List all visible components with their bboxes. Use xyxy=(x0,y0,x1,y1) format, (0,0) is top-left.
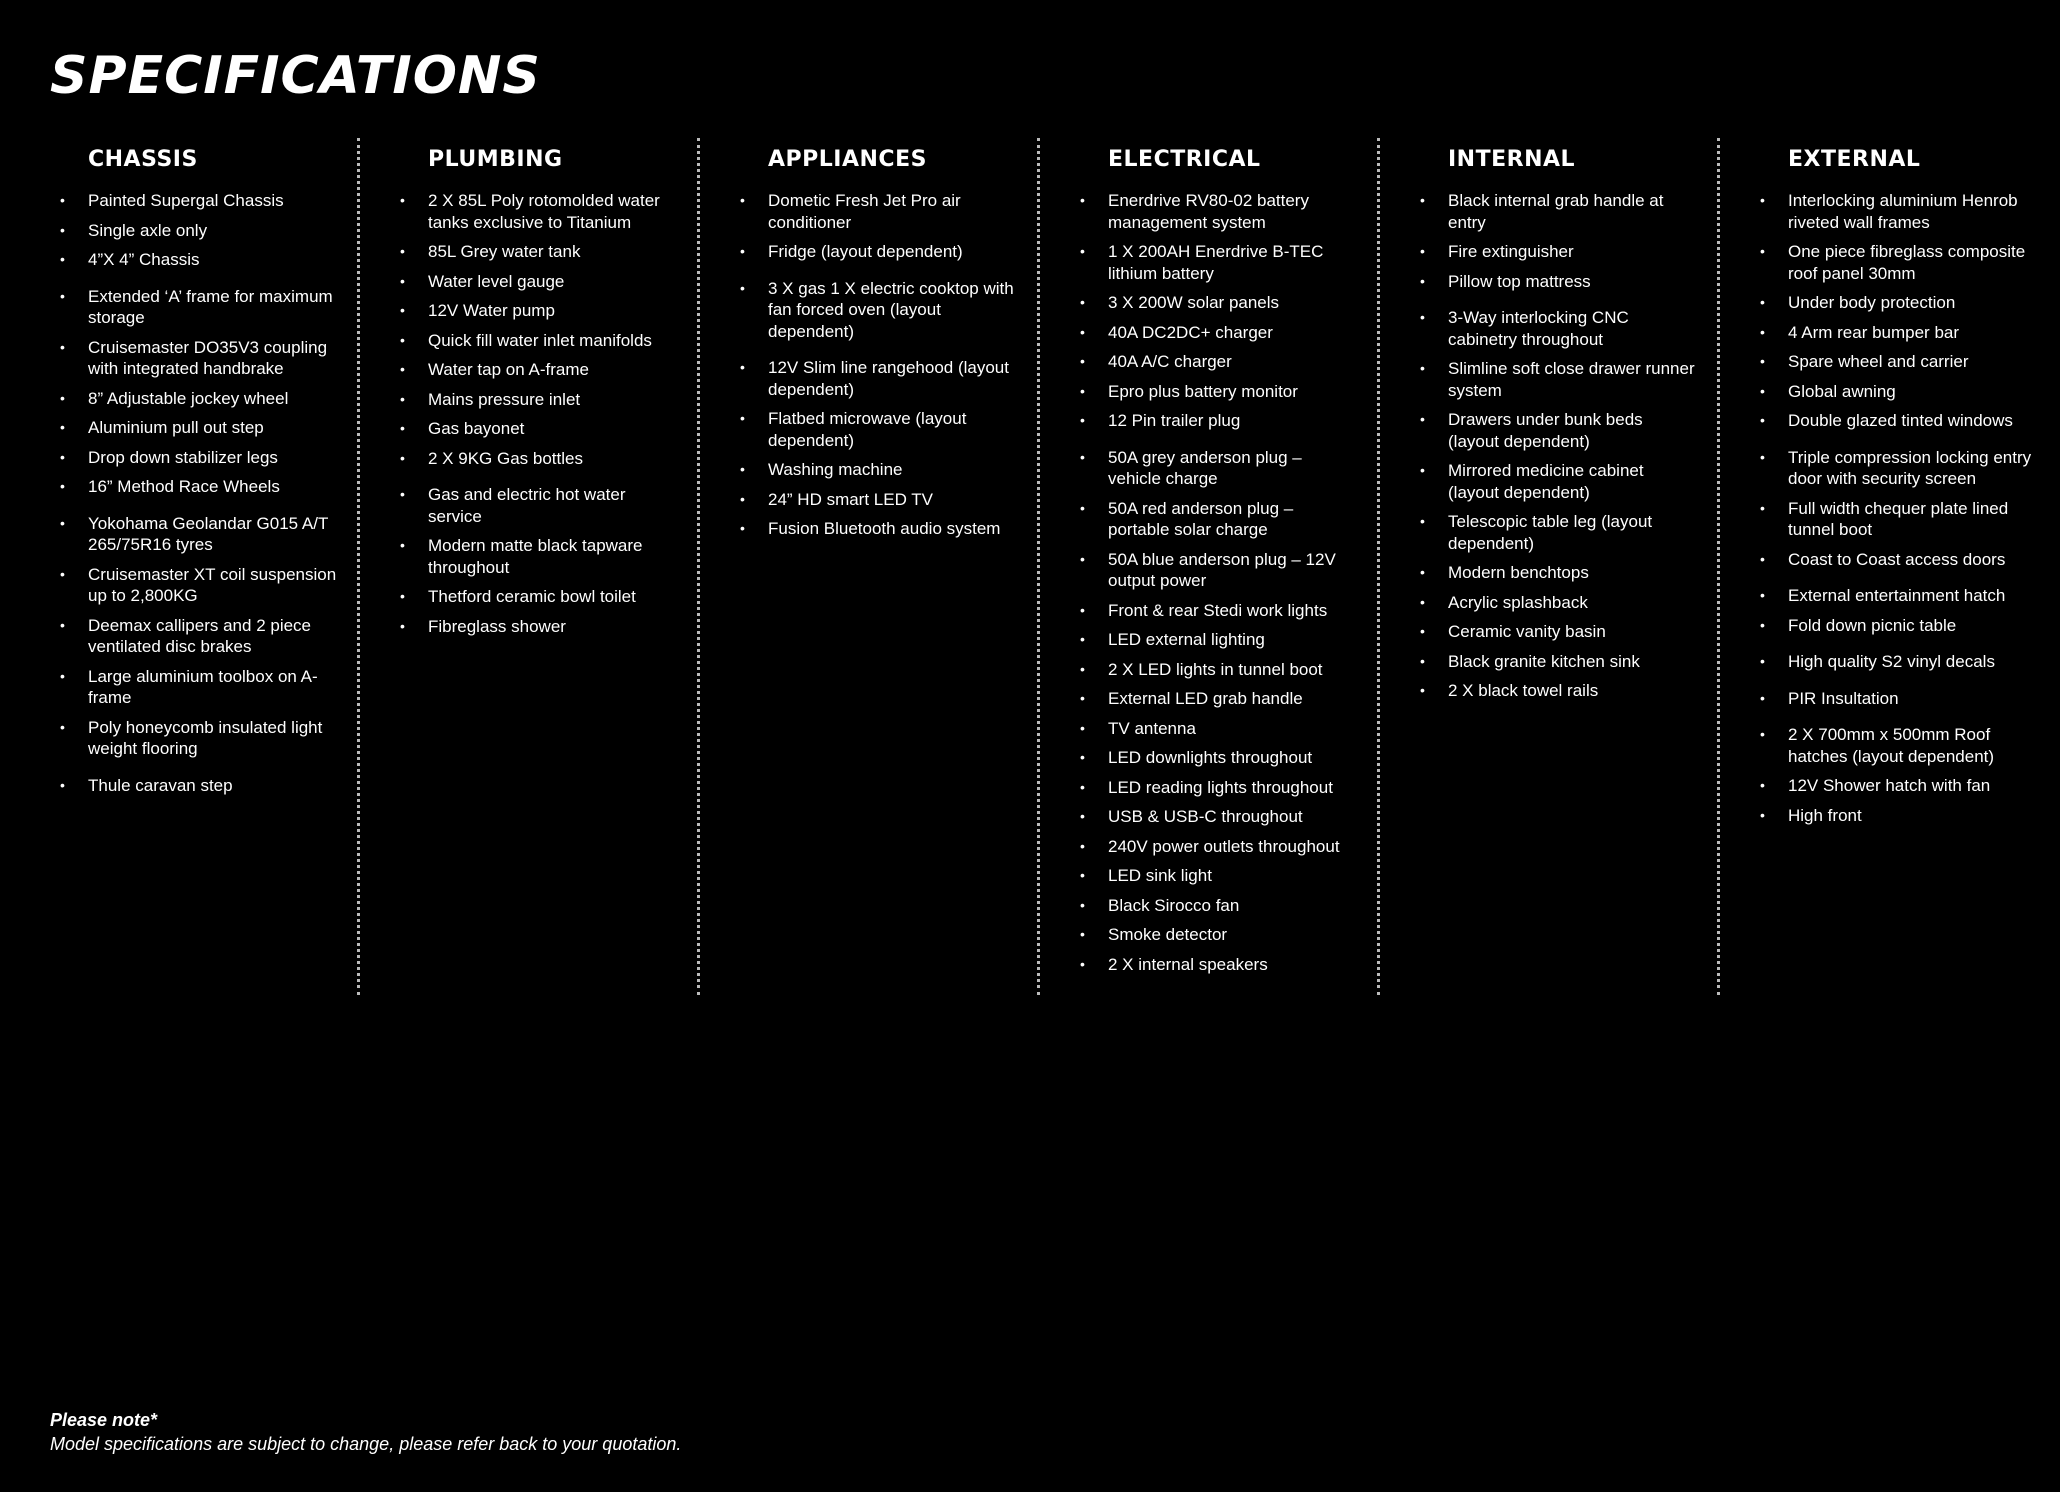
spec-item: • Ceramic vanity basin xyxy=(1448,621,1697,643)
spec-list xyxy=(1788,190,2040,846)
spec-item: • Washing machine xyxy=(768,459,1017,481)
spec-item: • PIR Insultation xyxy=(1788,688,2040,710)
spec-item: • LED external lighting xyxy=(1108,629,1357,651)
spec-item: • Fibreglass shower xyxy=(428,616,677,638)
spec-item: • Water tap on A-frame xyxy=(428,359,677,381)
spec-item: • Smoke detector xyxy=(1108,924,1357,946)
spec-item: • 40A A/C charger xyxy=(1108,351,1357,373)
spec-item: • 12 Pin trailer plug xyxy=(1108,410,1357,432)
spec-item: • Cruisemaster XT coil suspension up to 2,800KG xyxy=(88,564,337,607)
spec-item: • 2 X 9KG Gas bottles xyxy=(428,448,677,470)
spec-item: • 4 Arm rear bumper bar xyxy=(1788,322,2040,344)
spec-item: • 50A blue anderson plug – 12V output power xyxy=(1108,549,1357,592)
spec-item: • TV antenna xyxy=(1108,718,1357,740)
section-heading: EXTERNAL xyxy=(1788,147,1921,172)
spec-item: • Interlocking aluminium Henrob riveted wall frames xyxy=(1788,190,2040,233)
spec-item: • 12V Slim line rangehood (layout dependent) xyxy=(768,357,1017,400)
spec-item: • Telescopic table leg (layout dependent) xyxy=(1448,511,1697,554)
spec-item: • Drawers under bunk beds (layout dependent) xyxy=(1448,409,1697,452)
spec-item: • Poly honeycomb insulated light weight flooring xyxy=(88,717,337,760)
spec-item: • Coast to Coast access doors xyxy=(1788,549,2040,571)
spec-item: • Front & rear Stedi work lights xyxy=(1108,600,1357,622)
spec-item: • 12V Water pump xyxy=(428,300,677,322)
spec-item: • Gas bayonet xyxy=(428,418,677,440)
spec-item: • Yokohama Geolandar G015 A/T 265/75R16 tyres xyxy=(88,513,337,556)
spec-item: • LED reading lights throughout xyxy=(1108,777,1357,799)
spec-item: • Under body protection xyxy=(1788,292,2040,314)
spec-item: • 3 X gas 1 X electric cooktop with fan forced oven (layout dependent) xyxy=(768,278,1017,343)
spec-item: • Quick fill water inlet manifolds xyxy=(428,330,677,352)
section-heading: ELECTRICAL xyxy=(1108,147,1261,172)
spec-item: • 3-Way interlocking CNC cabinetry throughout xyxy=(1448,307,1697,350)
spec-list xyxy=(88,190,337,816)
spec-item: • Flatbed microwave (layout dependent) xyxy=(768,408,1017,451)
section-external xyxy=(1720,138,2060,995)
spec-item: • Fridge (layout dependent) xyxy=(768,241,1017,263)
spec-item: • Thule caravan step xyxy=(88,775,337,797)
section-heading: APPLIANCES xyxy=(768,147,927,172)
spec-item: • Thetford ceramic bowl toilet xyxy=(428,586,677,608)
spec-item: • Fold down picnic table xyxy=(1788,615,2040,637)
spec-item: • Dometic Fresh Jet Pro air conditioner xyxy=(768,190,1017,233)
spec-item: • Black Sirocco fan xyxy=(1108,895,1357,917)
spec-item: • 2 X LED lights in tunnel boot xyxy=(1108,659,1357,681)
spec-item: • One piece fibreglass composite roof panel 30mm xyxy=(1788,241,2040,284)
spec-item: • Epro plus battery monitor xyxy=(1108,381,1357,403)
spec-item: • 40A DC2DC+ charger xyxy=(1108,322,1357,344)
spec-item: • 50A red anderson plug – portable solar charge xyxy=(1108,498,1357,541)
spec-list xyxy=(1448,190,1697,722)
spec-list xyxy=(768,190,1017,560)
spec-item: • 50A grey anderson plug – vehicle charge xyxy=(1108,447,1357,490)
spec-item: • Full width chequer plate lined tunnel boot xyxy=(1788,498,2040,541)
spec-item: • Triple compression locking entry door with security screen xyxy=(1788,447,2040,490)
spec-item: • Drop down stabilizer legs xyxy=(88,447,337,469)
spec-item: • LED sink light xyxy=(1108,865,1357,887)
spec-item: • Painted Supergal Chassis xyxy=(88,190,337,212)
spec-item: • Mirrored medicine cabinet (layout dependent) xyxy=(1448,460,1697,503)
spec-item: • Slimline soft close drawer runner system xyxy=(1448,358,1697,401)
section-heading: CHASSIS xyxy=(88,147,198,172)
section-heading: INTERNAL xyxy=(1448,147,1576,172)
spec-item: • Extended ‘A’ frame for maximum storage xyxy=(88,286,337,329)
spec-item: • Acrylic splashback xyxy=(1448,592,1697,614)
spec-item: • 1 X 200AH Enerdrive B-TEC lithium battery xyxy=(1108,241,1357,284)
spec-item: • External LED grab handle xyxy=(1108,688,1357,710)
spec-item: • Double glazed tinted windows xyxy=(1788,410,2040,432)
spec-item: • 240V power outlets throughout xyxy=(1108,836,1357,858)
spec-item: • 2 X 700mm x 500mm Roof hatches (layout dependent) xyxy=(1788,724,2040,767)
spec-item: • Single axle only xyxy=(88,220,337,242)
spec-list xyxy=(428,190,677,657)
spec-item: • Modern matte black tapware throughout xyxy=(428,535,677,578)
spec-item: • Black granite kitchen sink xyxy=(1448,651,1697,673)
spec-item: • Black internal grab handle at entry xyxy=(1448,190,1697,233)
spec-item: • Pillow top mattress xyxy=(1448,271,1697,293)
spec-item: • Fire extinguisher xyxy=(1448,241,1697,263)
footnote xyxy=(50,1408,681,1456)
spec-item: • 8” Adjustable jockey wheel xyxy=(88,388,337,410)
spec-item: • High quality S2 vinyl decals xyxy=(1788,651,2040,673)
section-heading: PLUMBING xyxy=(428,147,563,172)
section-internal xyxy=(1380,138,1720,995)
spec-item: • 2 X 85L Poly rotomolded water tanks exclusive to Titanium xyxy=(428,190,677,233)
spec-item: • Cruisemaster DO35V3 coupling with integrated handbrake xyxy=(88,337,337,380)
spec-list xyxy=(1108,190,1357,995)
spec-item: • Enerdrive RV80-02 battery management system xyxy=(1108,190,1357,233)
section-plumbing xyxy=(360,138,700,995)
spec-item: • Water level gauge xyxy=(428,271,677,293)
spec-item: • 2 X black towel rails xyxy=(1448,680,1697,702)
spec-item: • Modern benchtops xyxy=(1448,562,1697,584)
spec-item: • 3 X 200W solar panels xyxy=(1108,292,1357,314)
spec-item: • Deemax callipers and 2 piece ventilated disc brakes xyxy=(88,615,337,658)
spec-item: • LED downlights throughout xyxy=(1108,747,1357,769)
spec-item: • 16” Method Race Wheels xyxy=(88,476,337,498)
spec-item: • Gas and electric hot water service xyxy=(428,484,677,527)
spec-item: • Spare wheel and carrier xyxy=(1788,351,2040,373)
spec-columns xyxy=(20,138,2060,995)
spec-item: • Large aluminium toolbox on A-frame xyxy=(88,666,337,709)
footnote-body: Model specifications are subject to change, please refer back to your quotation. xyxy=(50,1434,682,1454)
spec-item: • Aluminium pull out step xyxy=(88,417,337,439)
footnote-title: Please note* xyxy=(50,1410,158,1430)
section-chassis xyxy=(20,138,360,995)
spec-item: • 4”X 4” Chassis xyxy=(88,249,337,271)
spec-item: • Fusion Bluetooth audio system xyxy=(768,518,1017,540)
spec-item: • 24” HD smart LED TV xyxy=(768,489,1017,511)
section-electrical xyxy=(1040,138,1380,995)
section-appliances xyxy=(700,138,1040,995)
spec-item: • High front xyxy=(1788,805,2040,827)
spec-item: • 2 X internal speakers xyxy=(1108,954,1357,976)
spec-item: • Mains pressure inlet xyxy=(428,389,677,411)
spec-item: • 12V Shower hatch with fan xyxy=(1788,775,2040,797)
page-title: SPECIFICATIONS xyxy=(50,46,541,106)
spec-item: • 85L Grey water tank xyxy=(428,241,677,263)
spec-item: • External entertainment hatch xyxy=(1788,585,2040,607)
spec-item: • USB & USB-C throughout xyxy=(1108,806,1357,828)
spec-item: • Global awning xyxy=(1788,381,2040,403)
